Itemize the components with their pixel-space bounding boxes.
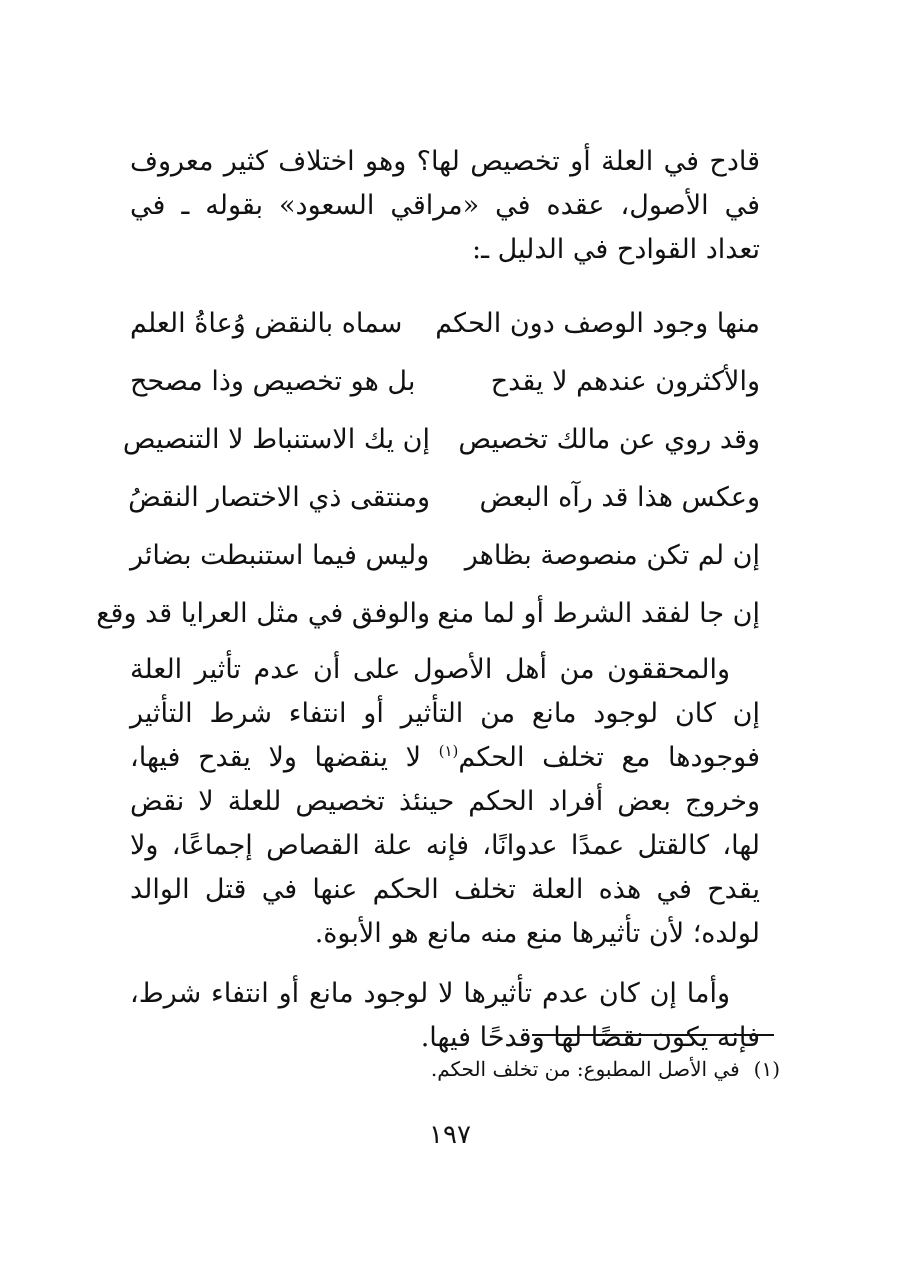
verifiers-paragraph (130, 648, 760, 956)
verse-first-hemistich: إن جا لفقد الشرط أو لما منع (437, 597, 760, 629)
intro-paragraph: قادح في العلة أو تخصيص لها؟ وهو اختلاف كثير معروف في الأصول، عقده في «مراقي السعود» بقوله ـ في تعداد القوادح في الدليل ـ: (130, 146, 760, 265)
poem-verse (122, 410, 760, 468)
footnote-separator (532, 1034, 774, 1036)
verse-second-hemistich: سماه بالنقض وُعاةُ العلم (130, 307, 403, 339)
poem (96, 294, 760, 642)
poem-verse (130, 468, 760, 526)
poem-verse (130, 294, 760, 352)
verse-first-hemistich: منها وجود الوصف دون الحكم (435, 307, 760, 339)
footnote-reference[interactable]: (١) (438, 742, 459, 760)
verse-second-hemistich: ومنتقى ذي الاختصار النقضُ (128, 481, 430, 513)
verse-second-hemistich: وليس فيما استنبطت بضائر (130, 539, 430, 571)
poem-verse (130, 352, 760, 410)
verse-first-hemistich: إن لم تكن منصوصة بظاهر (464, 539, 760, 571)
footnote (400, 1052, 780, 1086)
paragraph-text: والمحققون من أهل الأصول على أن عدم تأثير العلة إن كان لوجود مانع من التأثير أو انتفاء شرط التأثير فوجودها مع تخلف الحكم (130, 654, 760, 773)
footnote-number: (١) (753, 1057, 780, 1081)
poem-verse (130, 526, 760, 584)
verse-second-hemistich: بل هو تخصيص وذا مصحح (130, 365, 416, 397)
verse-second-hemistich: إن يك الاستنباط لا التنصيص (122, 423, 430, 455)
verse-first-hemistich: وعكس هذا قد رآه البعض (479, 481, 760, 513)
paragraph-text: لا ينقضها ولا يقدح فيها، وخروج بعض أفراد الحكم حينئذ تخصيص للعلة لا نقض لها، كالقتل عمدًا عدوانًا، فإنه علة القصاص إجماعًا، ولا يقدح في هذه العلة تخلف الحكم عنها في قتل الوالد لولده؛ لأن تأثيرها منع منه مانع هو الأبوة. (130, 742, 760, 949)
closing-paragraph: وأما إن كان عدم تأثيرها لا لوجود مانع أو انتفاء شرط، فإنه يكون نقضًا لها وقدحًا فيها. (130, 978, 760, 1053)
poem-verse (96, 584, 760, 642)
verse-first-hemistich: وقد روي عن مالك تخصيص (458, 423, 760, 455)
verse-first-hemistich: والأكثرون عندهم لا يقدح (490, 365, 760, 397)
footnote-text: في الأصل المطبوع: من تخلف الحكم. (430, 1057, 740, 1081)
verse-second-hemistich: والوفق في مثل العرايا قد وقع (96, 597, 430, 629)
page-number: ١٩٧ (429, 1120, 471, 1150)
page-body (96, 140, 760, 1060)
